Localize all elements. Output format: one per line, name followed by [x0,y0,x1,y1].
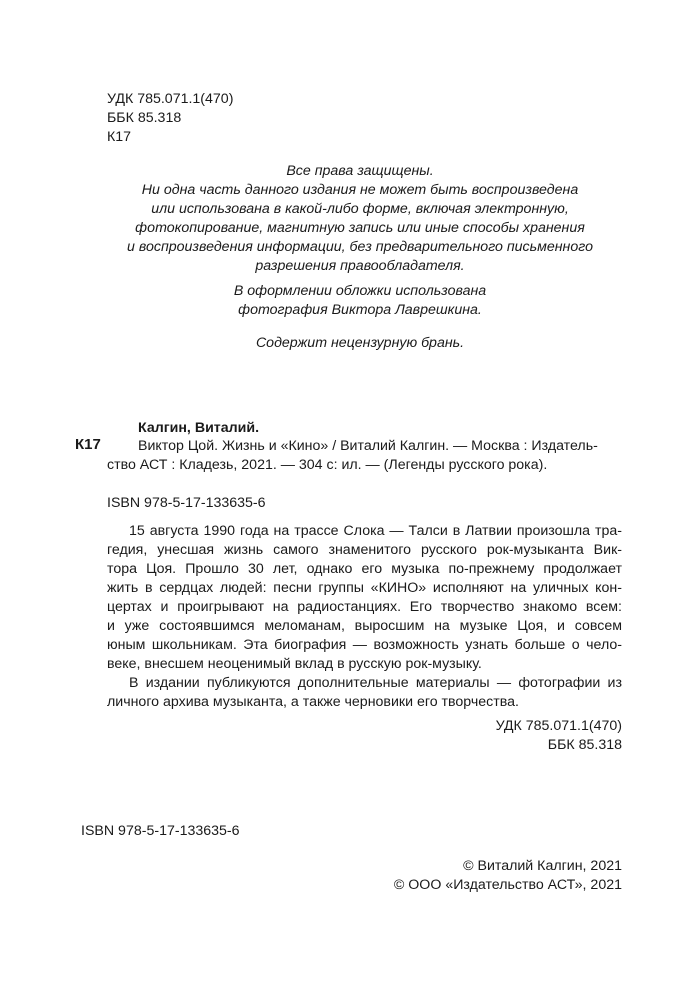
rights-notice [90,162,630,276]
bbk-code: ББК 85.318 [107,110,182,126]
annotation-line: тора Цоя. Прошло 30 лет, однако его музыка по-прежнему продолжает [107,561,622,577]
bib-author: Калгин, Виталий. [138,420,260,436]
cover-note [90,282,630,320]
annotation-line: 15 августа 1990 года на трассе Слока — Талси в Латвии произошла тра- [129,523,622,539]
udk-code: УДК 785.071.1(470) [495,718,622,734]
annotation-line: веке, внесшем неоценимый вклад в русскую рок-музыку. [107,656,482,672]
isbn-bottom: ISBN 978-5-17-133635-6 [81,823,240,839]
cover-note-line: В оформлении обложки использована [233,283,487,299]
copyright-line: © ООО «Издательство АСТ», 2021 [393,877,622,893]
bib-line: ство АСТ : Кладезь, 2021. — 304 с: ил. — (Легенды русского рока). [107,457,548,473]
annotation [107,522,622,712]
annotation-line: гедия, унесшая жизнь самого знаменитого русского рок-музыканта Вик- [107,542,622,558]
rights-line: фотокопирование, магнитную запись или иные способы хранения [135,220,585,236]
classification-block-bottom [496,717,622,755]
warning-text: Содержит нецензурную брань. [255,335,465,351]
rights-line: и воспроизведения информации, без предварительного письменного [127,239,593,255]
rights-line: разрешения правообладателя. [255,258,465,274]
cover-note-line: фотография Виктора Лаврешкина. [238,302,482,318]
bibliographic-record [107,437,627,475]
bib-author-sign: К17 [75,436,101,453]
rights-line: Все права защищены. [286,163,434,179]
annotation-line: жить в сердцах людей: песни группы «КИНО» исполняют на уличных кон- [107,580,622,596]
bib-line: Виктор Цой. Жизнь и «Кино» / Виталий Калгин. — Москва : Издатель- [138,438,598,454]
copyright-block [394,857,622,895]
annotation-line: цертах и проигрывают на радиостанциях. Его творчество знакомо всем: [107,599,622,615]
author-sign: К17 [107,129,132,145]
isbn-top: ISBN 978-5-17-133635-6 [107,495,266,511]
classification-block [107,90,233,147]
annotation-line: личного архива музыканта, а также черновики его творчества. [107,694,519,710]
rights-line: Ни одна часть данного издания не может быть воспроизведена [141,182,579,198]
udk-code: УДК 785.071.1(470) [107,91,234,107]
copyright-line: © Виталий Калгин, 2021 [463,858,622,874]
annotation-line: и уже состоявшимся меломанам, выросшим на музыке Цоя, и совсем [107,618,622,634]
annotation-line: В издании публикуются дополнительные материалы — фотографии из [129,675,622,691]
annotation-line: юным школьникам. Эта биография — возможность узнать больше о чело- [107,637,622,653]
rights-line: или использована в какой-либо форме, включая электронную, [151,201,569,217]
bbk-code: ББК 85.318 [547,737,622,753]
content-warning [90,334,630,352]
